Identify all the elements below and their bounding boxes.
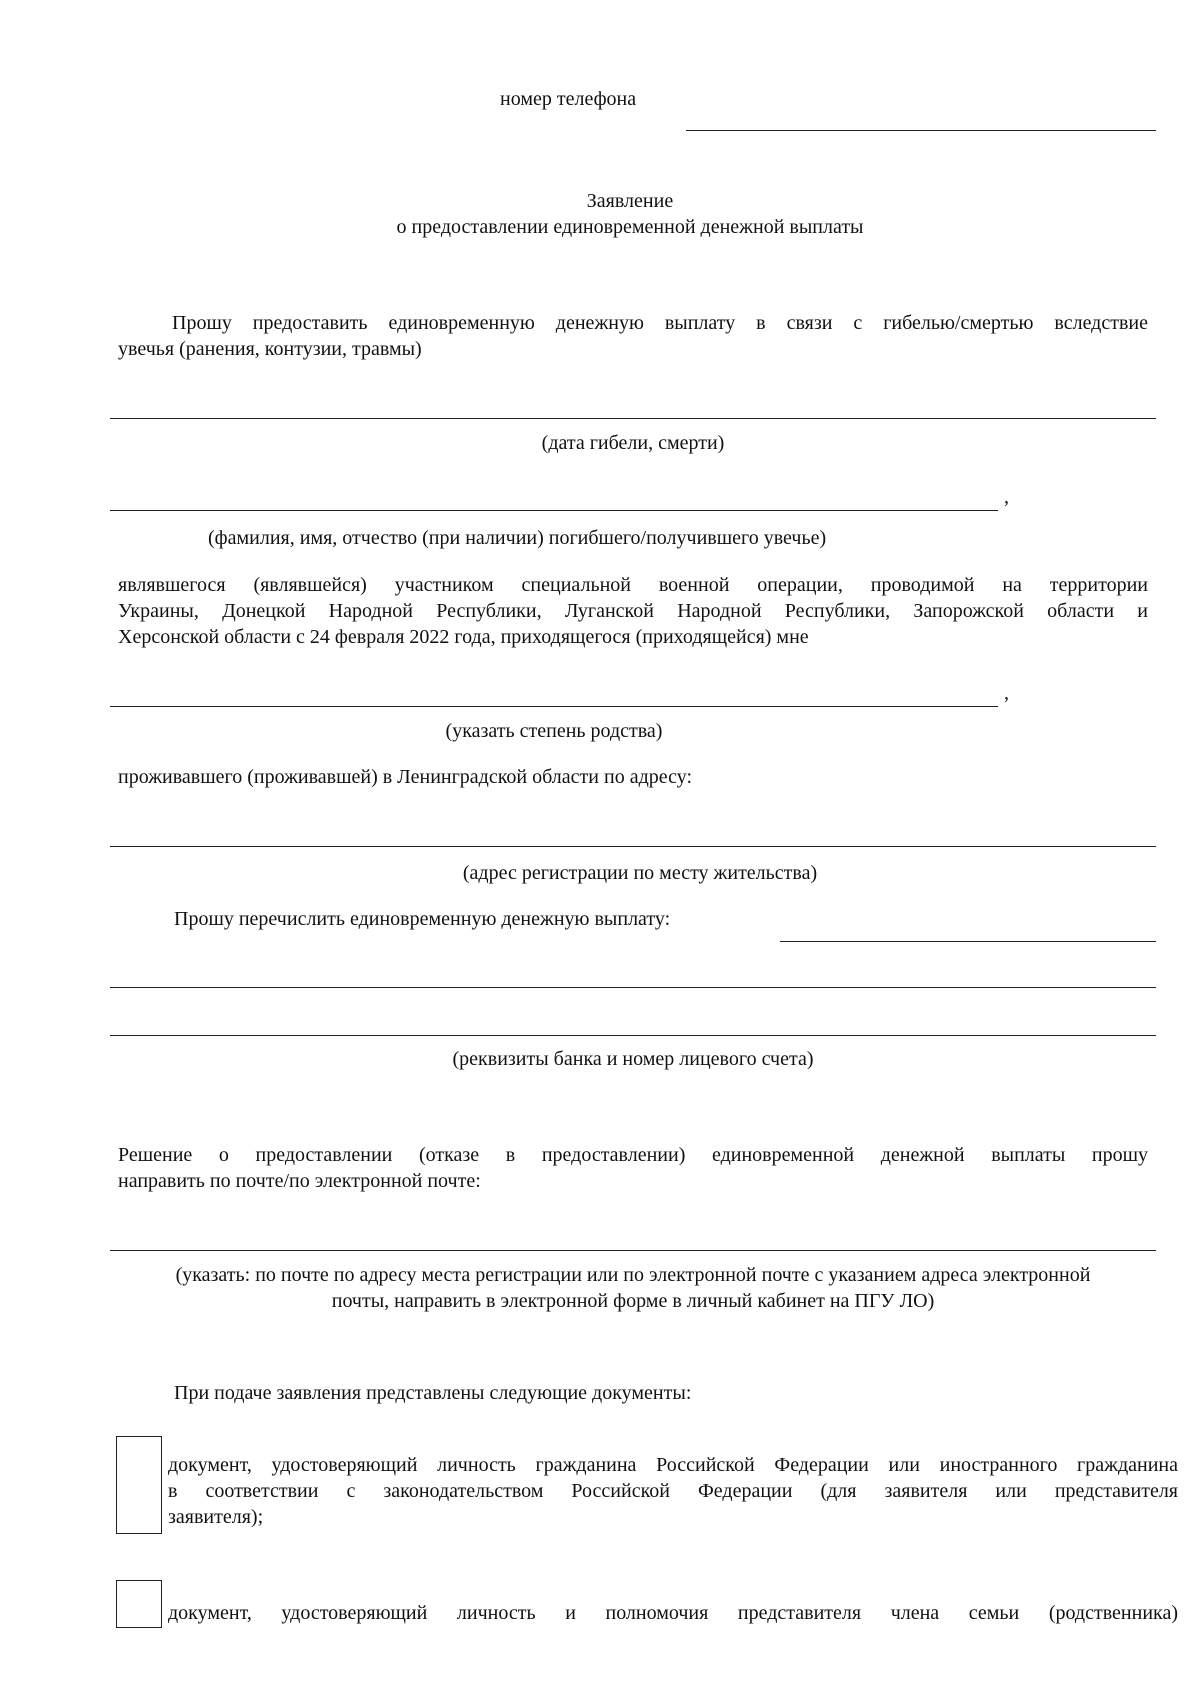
deceased-name-field[interactable] — [110, 510, 998, 511]
phone-label: номер телефона — [500, 88, 637, 110]
transfer-text: Прошу перечислить единовременную денежную выплату: — [174, 908, 671, 930]
bank-details-field-1[interactable] — [780, 941, 1156, 942]
request-text-line-1: Прошу предоставить единовременную денежную выплату в связи с гибелью/смертью вследствие — [172, 312, 1148, 334]
participant-text-line-2: Украины, Донецкой Народной Республики, Луганской Народной Республики, Запорожской области и — [118, 600, 1148, 622]
bank-details-caption: (реквизиты банка и номер лицевого счета) — [452, 1048, 814, 1070]
death-date-caption: (дата гибели, смерти) — [541, 432, 725, 454]
residence-text: проживавшего (проживавшей) в Ленинградской области по адресу: — [118, 766, 693, 788]
document-subtitle: о предоставлении единовременной денежной выплаты — [396, 216, 864, 238]
decision-caption-line-1: (указать: по почте по адресу места регистрации или по электронной почте с указанием адреса электронной — [175, 1264, 1091, 1286]
document-item-1-line-1: документ, удостоверяющий личность гражданина Российской Федерации или иностранного гражданина — [168, 1454, 1178, 1476]
phone-field[interactable] — [686, 130, 1156, 131]
relationship-caption: (указать степень родства) — [445, 720, 663, 742]
document-checkbox-2[interactable] — [116, 1580, 162, 1628]
document-item-1-line-2: в соответствии с законодательством Российской Федерации (для заявителя или представителя — [168, 1480, 1178, 1502]
document-checkbox-1[interactable] — [116, 1436, 162, 1534]
document-item-1-line-3: заявителя); — [168, 1506, 264, 1528]
residence-address-field[interactable] — [110, 846, 1156, 847]
deceased-name-caption: (фамилия, имя, отчество (при наличии) погибшего/получившего увечье) — [208, 527, 827, 549]
bank-details-field-2[interactable] — [110, 987, 1156, 988]
relationship-field[interactable] — [110, 706, 998, 707]
residence-caption: (адрес регистрации по месту жительства) — [462, 862, 818, 884]
decision-text-line-2: направить по почте/по электронной почте: — [118, 1170, 481, 1192]
decision-caption-line-2: почты, направить в электронной форме в личный кабинет на ПГУ ЛО) — [331, 1290, 935, 1312]
death-date-field[interactable] — [110, 418, 1156, 419]
comma: , — [1004, 682, 1009, 704]
participant-text-line-3: Херсонской области с 24 февраля 2022 года, приходящегося (приходящейся) мне — [118, 626, 809, 648]
document-title: Заявление — [586, 190, 674, 212]
documents-intro: При подаче заявления представлены следующие документы: — [174, 1382, 692, 1404]
decision-delivery-field[interactable] — [110, 1250, 1156, 1251]
comma: , — [1004, 486, 1009, 508]
participant-text-line-1: являвшегося (являвшейся) участником специальной военной операции, проводимой на территории — [118, 574, 1148, 596]
request-text-line-2: увечья (ранения, контузии, травмы) — [118, 338, 422, 360]
bank-details-field-3[interactable] — [110, 1035, 1156, 1036]
decision-text-line-1: Решение о предоставлении (отказе в предоставлении) единовременной денежной выплаты прошу — [118, 1144, 1148, 1166]
document-item-2-line-1: документ, удостоверяющий личность и полномочия представителя члена семьи (родственника) — [168, 1602, 1178, 1624]
